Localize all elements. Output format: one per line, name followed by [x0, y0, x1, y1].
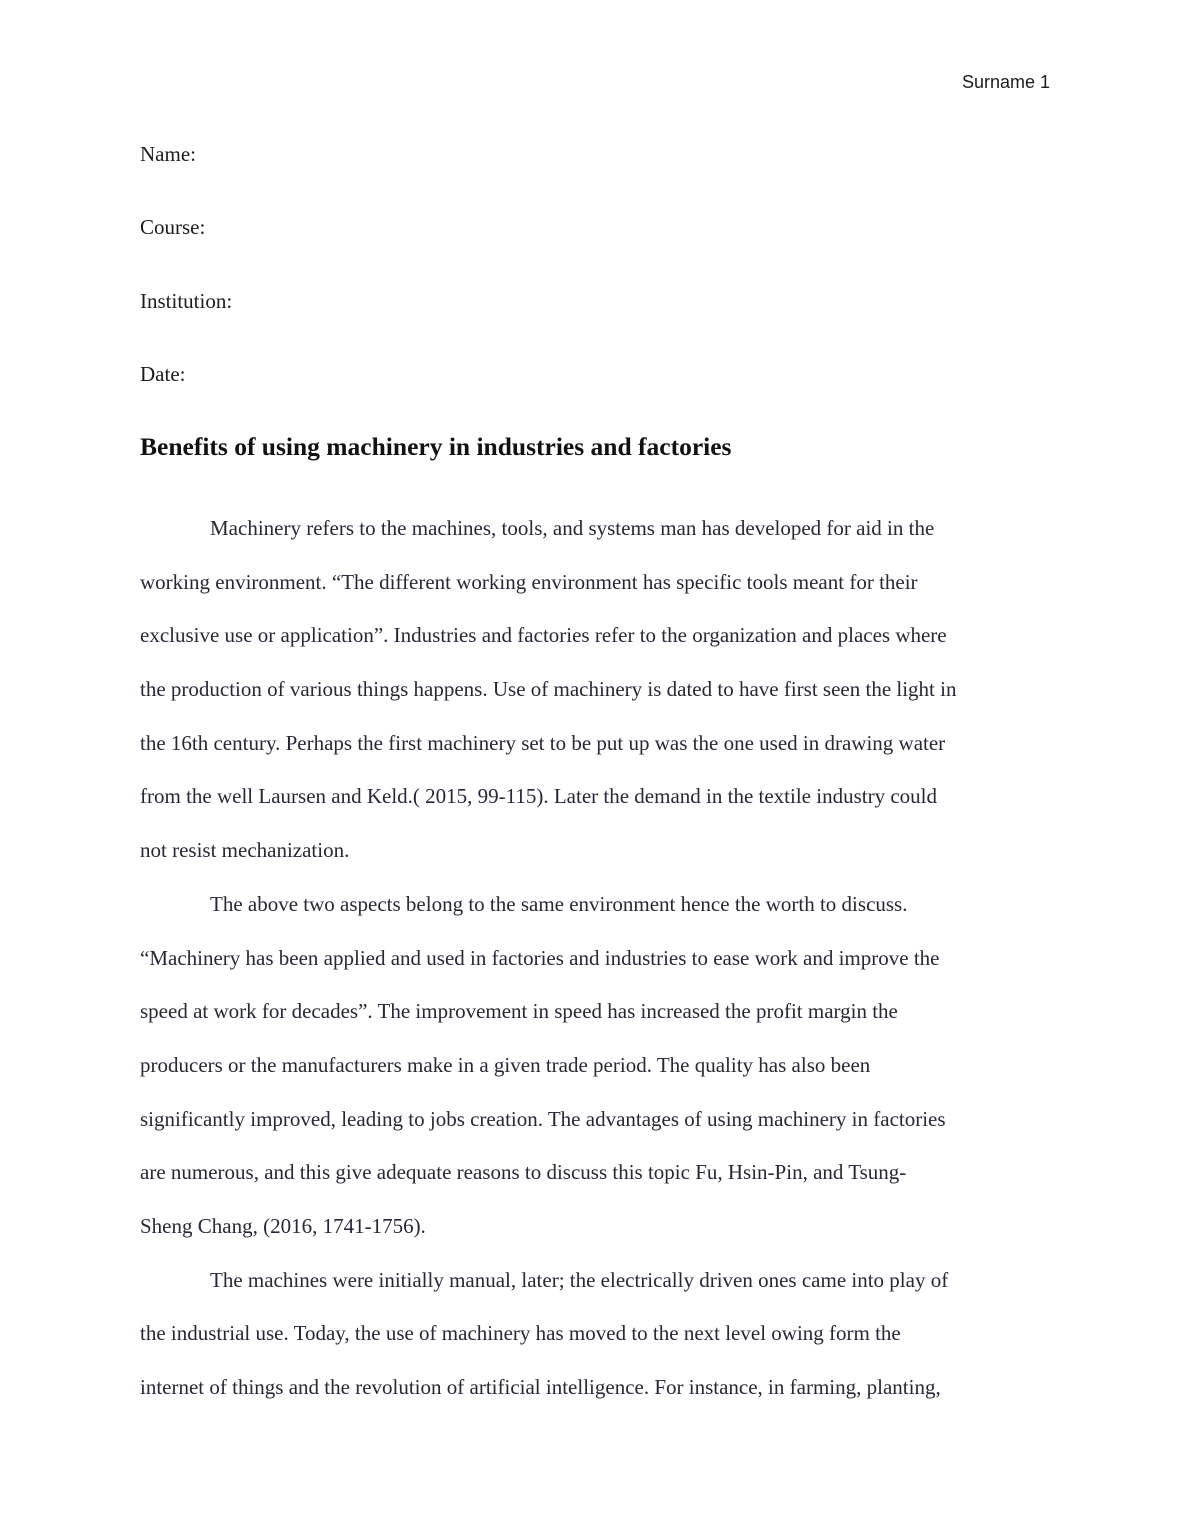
running-head: Surname 1: [961, 72, 1050, 92]
body-text: [140, 514, 1050, 1427]
paragraph-line: Sheng Chang, (2016, 1741-1756).: [140, 1213, 426, 1238]
paragraph-line: exclusive use or application”. Industries and factories refer to the organization and places where: [140, 623, 947, 648]
paragraph-1: [140, 514, 1050, 890]
paragraph-line: the production of various things happens. Use of machinery is dated to have first seen the light in: [140, 677, 957, 702]
paragraph-line: Machinery refers to the machines, tools, and systems man has developed for aid in the: [210, 516, 935, 540]
paragraph-line: not resist mechanization.: [140, 838, 350, 863]
paragraph-line: speed at work for decades”. The improvement in speed has increased the profit margin the: [140, 999, 898, 1024]
paragraph-line: producers or the manufacturers make in a given trade period. The quality has also been: [140, 1052, 871, 1077]
paragraph-line: The machines were initially manual, later; the electrically driven ones came into play of: [210, 1267, 949, 1292]
paragraph-line: internet of things and the revolution of artificial intelligence. For instance, in farming, planting,: [140, 1375, 941, 1399]
paragraph-line: The above two aspects belong to the same environment hence the worth to discuss.: [210, 891, 908, 916]
document-title: Benefits of using machinery in industries and factories: [140, 432, 732, 461]
paragraph-line: from the well Laursen and Keld.( 2015, 99-115). Later the demand in the textile industry could: [140, 784, 937, 809]
course-field: Course:: [140, 215, 206, 240]
name-field: Name:: [140, 142, 196, 166]
date-field: Date:: [140, 361, 186, 386]
paragraph-3: [140, 1266, 1050, 1427]
student-header-block: [140, 140, 232, 433]
institution-field: Institution:: [140, 288, 233, 313]
paragraph-2: [140, 890, 1050, 1266]
paragraph-line: “Machinery has been applied and used in factories and industries to ease work and improve the: [140, 945, 940, 970]
paragraph-line: significantly improved, leading to jobs creation. The advantages of using machinery in factories: [140, 1106, 946, 1131]
paragraph-line: the industrial use. Today, the use of machinery has moved to the next level owing form the: [140, 1321, 901, 1346]
paragraph-line: are numerous, and this give adequate reasons to discuss this topic Fu, Hsin-Pin, and Tsung-: [140, 1160, 907, 1185]
paragraph-line: working environment. “The different working environment has specific tools meant for their: [140, 569, 918, 594]
paragraph-line: the 16th century. Perhaps the first machinery set to be put up was the one used in drawing water: [140, 730, 946, 755]
